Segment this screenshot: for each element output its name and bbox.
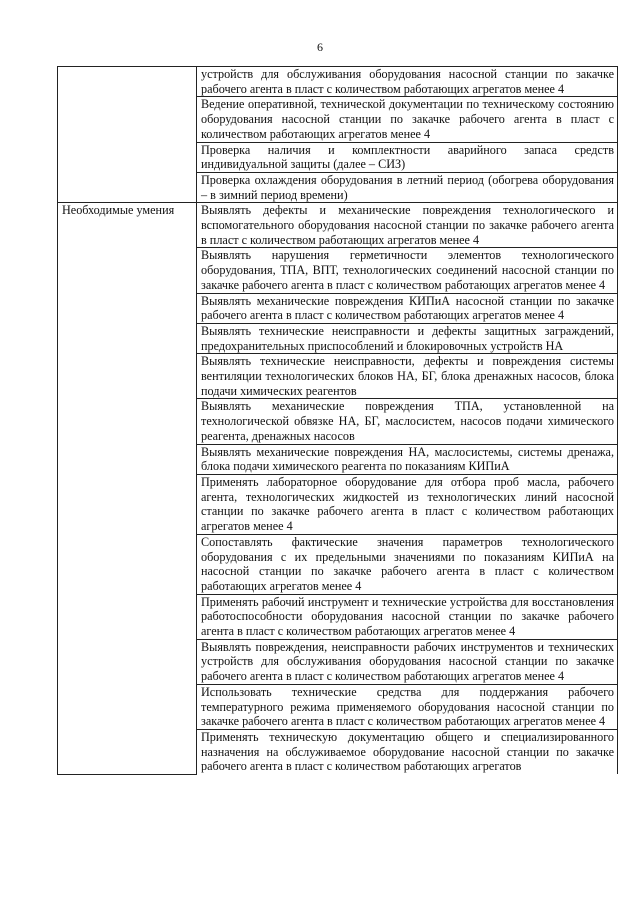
row-label-empty xyxy=(58,67,197,203)
table-cell: Сопоставлять фактические значения параметров технологического оборудования с их предельными значениями по показаниям КИПиА на насосной станции по закачке рабочего агента в пласт с количеством работающих агрегатов менее 4 xyxy=(197,534,618,594)
table-cell: Использовать технические средства для поддержания рабочего температурного режима применяемого оборудования насосной станции по закачке рабочего агента в пласт с количеством работающих агрегатов менее 4 xyxy=(197,684,618,729)
table-row xyxy=(58,67,618,97)
table-cell: Выявлять дефекты и механические повреждения технологического и вспомогательного оборудования насосной станции по закачке рабочего агента в пласт с количеством работающих агрегатов менее 4 xyxy=(197,203,618,248)
section-label-skills: Необходимые умения xyxy=(58,203,197,774)
table-cell: Проверка наличия и комплектности аварийного запаса средств индивидуальной защиты (далее – СИЗ) xyxy=(197,142,618,172)
table-cell: Выявлять механические повреждения НА, маслосистемы, системы дренажа, блока подачи химического реагента по показаниям КИПиА xyxy=(197,444,618,474)
table-cell: Проверка охлаждения оборудования в летний период (обогрева оборудования – в зимний период времени) xyxy=(197,172,618,202)
table-cell: Выявлять технические неисправности, дефекты и повреждения системы вентиляции технологических блоков НА, БГ, блока дренажных насосов, блока подачи химических реагентов xyxy=(197,354,618,399)
table-cell: Выявлять механические повреждения КИПиА насосной станции по закачке рабочего агента в пласт с количеством работающих агрегатов менее 4 xyxy=(197,293,618,323)
table-cell: Применять техническую документацию общего и специализированного назначения на обслуживаемое оборудование насосной станции по закачке рабочего агента в пласт с количеством работающих агрегатов xyxy=(197,729,618,774)
skills-table xyxy=(57,66,618,775)
page-number: 6 xyxy=(317,40,323,54)
table-cell: Выявлять повреждения, неисправности рабочих инструментов и технических устройств для обслуживания оборудования насосной станции по закачке рабочего агента в пласт с количеством работающих агрегатов менее 4 xyxy=(197,639,618,684)
table-cell: Выявлять нарушения герметичности элементов технологического оборудования, ТПА, ВПТ, технологических соединений насосной станции по закачке рабочего агента в пласт с количеством работающих агрегатов менее 4 xyxy=(197,248,618,293)
table-cell: Выявлять технические неисправности и дефекты защитных заграждений, предохранительных приспособлений и блокировочных устройств НА xyxy=(197,323,618,353)
table-cell: Ведение оперативной, технической документации по техническому состоянию оборудования насосной станции по закачке рабочего агента в пласт с количеством работающих агрегатов менее 4 xyxy=(197,97,618,142)
table-cell: устройств для обслуживания оборудования насосной станции по закачке рабочего агента в пласт с количеством работающих агрегатов менее 4 xyxy=(197,67,618,97)
table-cell: Применять рабочий инструмент и технические устройства для восстановления работоспособности оборудования насосной станции по закачке рабочего агента в пласт с количеством работающих агрегатов менее 4 xyxy=(197,594,618,639)
table-cell: Применять лабораторное оборудование для отбора проб масла, рабочего агента, технологических жидкостей из технологических линий насосной станции по закачке рабочего агента в пласт с количеством работающих агрегатов менее 4 xyxy=(197,474,618,534)
table-cell: Выявлять механические повреждения ТПА, установленной на технологической обвязке НА, БГ, маслосистем, насосов подачи химического реагента, дренажных насосов xyxy=(197,399,618,444)
table-row xyxy=(58,203,618,248)
